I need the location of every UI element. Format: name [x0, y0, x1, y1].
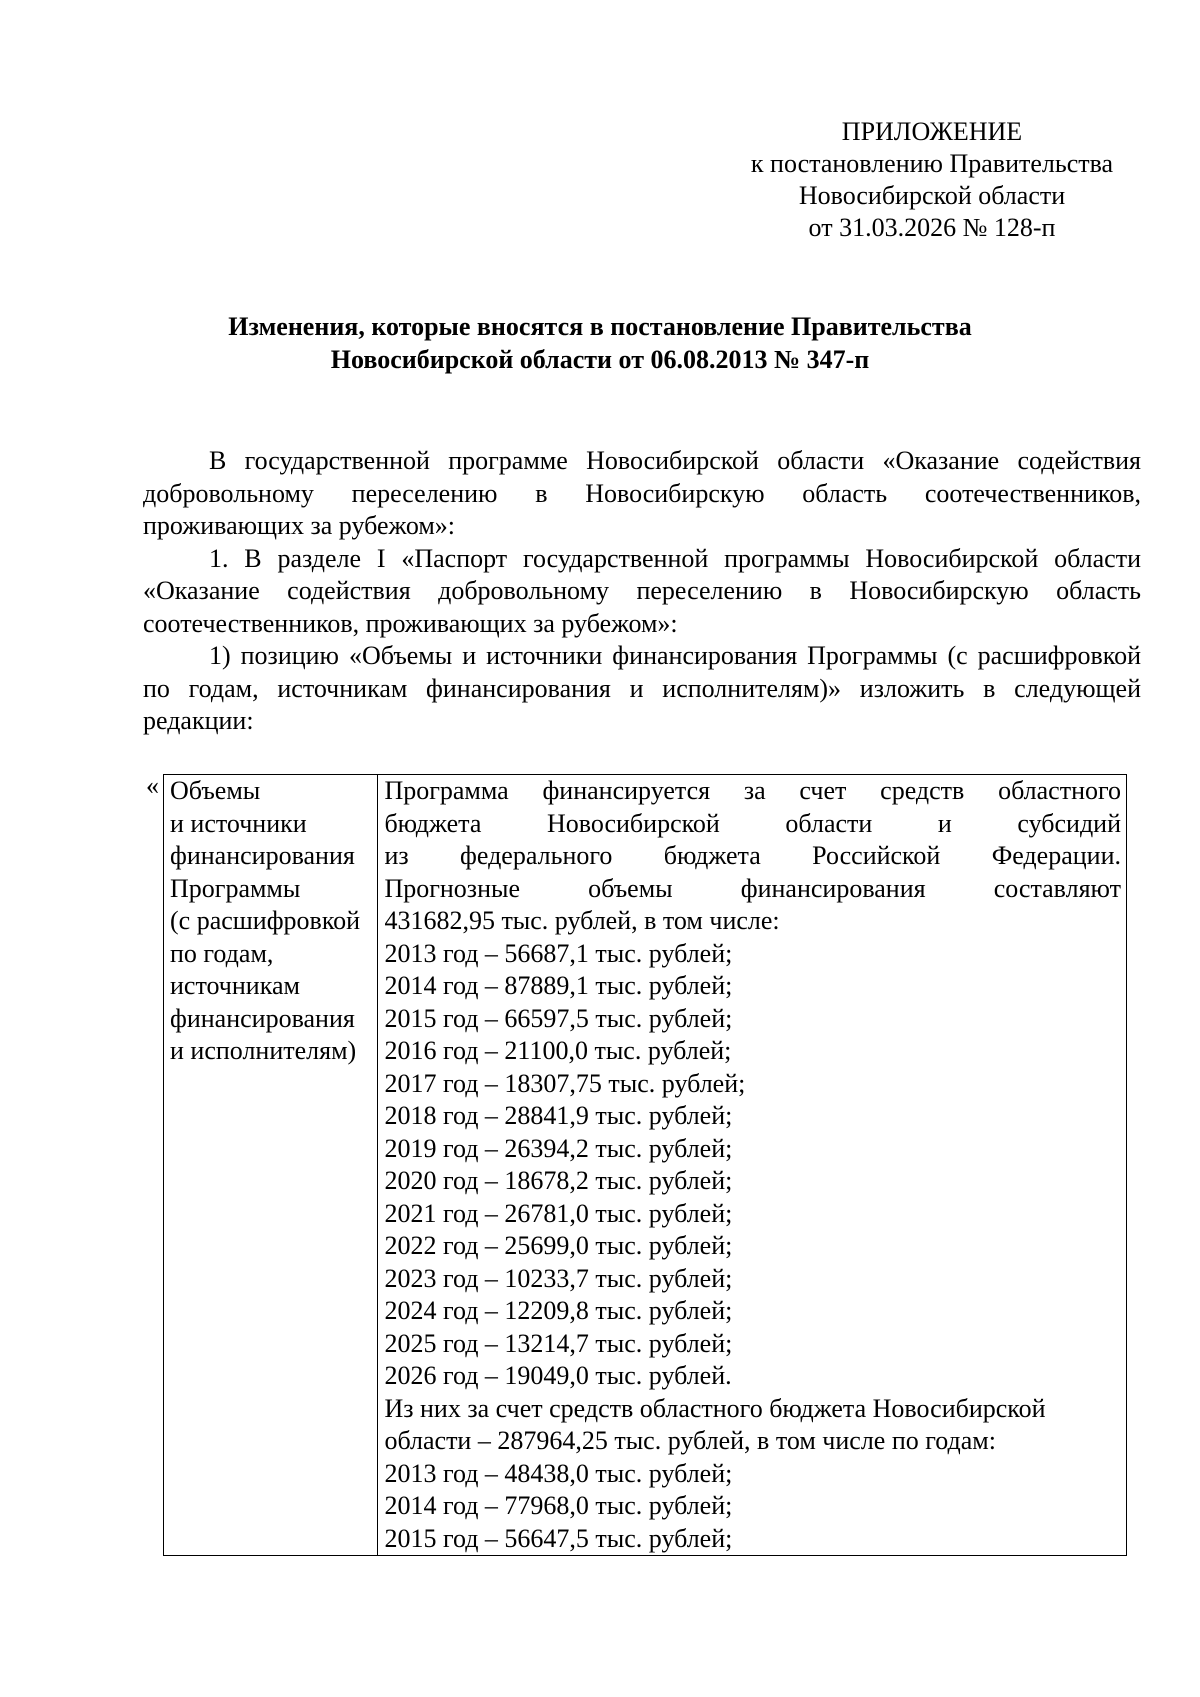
appendix-header — [740, 116, 1124, 244]
table-row — [164, 775, 1127, 1556]
appendix-line-3: от 31.03.2026 № 128-п — [808, 213, 1056, 242]
year-total-line: 2025 год – 13214,7 тыс. рублей; — [384, 1328, 733, 1358]
year-regional-line: 2014 год – 77968,0 тыс. рублей; — [384, 1491, 733, 1520]
paragraph-intro: В государственной программе Новосибирской области «Оказание содействия добровольному переселению в Новосибирскую область соотечественников, проживающих за рубежом»: — [143, 446, 1141, 540]
year-total-line: 2024 год – 12209,8 тыс. рублей; — [384, 1296, 733, 1325]
document-title-line-1: Изменения, которые вносятся в постановление Правительства — [228, 312, 972, 341]
year-total-line: 2022 год – 25699,0 тыс. рублей; — [384, 1231, 733, 1260]
year-regional-line: 2015 год – 56647,5 тыс. рублей; — [384, 1523, 733, 1553]
year-total-line: 2016 год – 21100,0 тыс. рублей; — [384, 1036, 732, 1065]
funding-details-cell — [378, 775, 1127, 1556]
left-cell-line: источникам — [170, 971, 300, 1000]
year-total-line: 2026 год – 19049,0 тыс. рублей. — [384, 1361, 732, 1390]
left-cell-line: финансирования — [170, 841, 355, 870]
appendix-line-2: Новосибирской области — [798, 181, 1066, 210]
year-total-line: 2015 год – 66597,5 тыс. рублей; — [384, 1003, 733, 1033]
year-total-line: 2018 год – 28841,9 тыс. рублей; — [384, 1101, 733, 1130]
left-cell-line: (с расшифровкой — [170, 906, 361, 935]
appendix-title: ПРИЛОЖЕНИЕ — [841, 117, 1023, 146]
year-regional-line: 2013 год – 48438,0 тыс. рублей; — [384, 1458, 733, 1488]
paragraph-section-1: 1. В разделе I «Паспорт государственной программы Новосибирской области «Оказание содействия добровольному переселению в Новосибирскую область соотечественников, проживающих за рубежом»: — [143, 543, 1141, 638]
left-cell-line: и исполнителям) — [170, 1036, 357, 1065]
left-cell-line: Объемы — [170, 776, 261, 805]
year-total-line: 2014 год – 87889,1 тыс. рублей; — [384, 971, 733, 1000]
intro-line: Программа финансируется за счет средств областного — [384, 776, 1121, 805]
left-cell-line: и источники — [170, 808, 307, 838]
left-cell-line: по годам, — [170, 938, 274, 968]
paragraph-item-1: 1) позицию «Объемы и источники финансирования Программы (с расшифровкой по годам, источникам финансирования и исполнителям)» изложить в следующей редакции: — [143, 641, 1141, 735]
intro-line: бюджета Новосибирской области и субсидий — [384, 808, 1121, 838]
appendix-line-1: к постановлению Правительства — [750, 149, 1114, 178]
regional-budget-line: области – 287964,25 тыс. рублей, в том числе по годам: — [384, 1426, 996, 1455]
total-amount-line: 431682,95 тыс. рублей, в том числе: — [384, 906, 780, 935]
regional-budget-line: Из них за счет средств областного бюджета Новосибирской — [384, 1393, 1046, 1423]
year-total-line: 2023 год – 10233,7 тыс. рублей; — [384, 1263, 733, 1293]
opening-quote-mark: « — [146, 771, 159, 800]
intro-line: из федерального бюджета Российской Федерации. — [384, 841, 1121, 870]
document-title-line-2: Новосибирской области от 06.08.2013 № 347-п — [330, 345, 870, 374]
year-total-line: 2017 год – 18307,75 тыс. рублей; — [384, 1068, 746, 1098]
year-total-line: 2020 год – 18678,2 тыс. рублей; — [384, 1166, 733, 1195]
year-total-line: 2019 год – 26394,2 тыс. рублей; — [384, 1133, 733, 1163]
year-total-line: 2013 год – 56687,1 тыс. рублей; — [384, 938, 733, 968]
left-cell-line: Программы — [170, 873, 301, 903]
document-title — [150, 310, 1050, 376]
body-text — [143, 445, 1141, 738]
intro-line: Прогнозные объемы финансирования составляют — [384, 873, 1121, 903]
passport-table — [163, 774, 1127, 1556]
left-cell-line: финансирования — [170, 1003, 355, 1033]
position-name-cell — [164, 775, 378, 1556]
year-total-line: 2021 год – 26781,0 тыс. рублей; — [384, 1198, 733, 1228]
